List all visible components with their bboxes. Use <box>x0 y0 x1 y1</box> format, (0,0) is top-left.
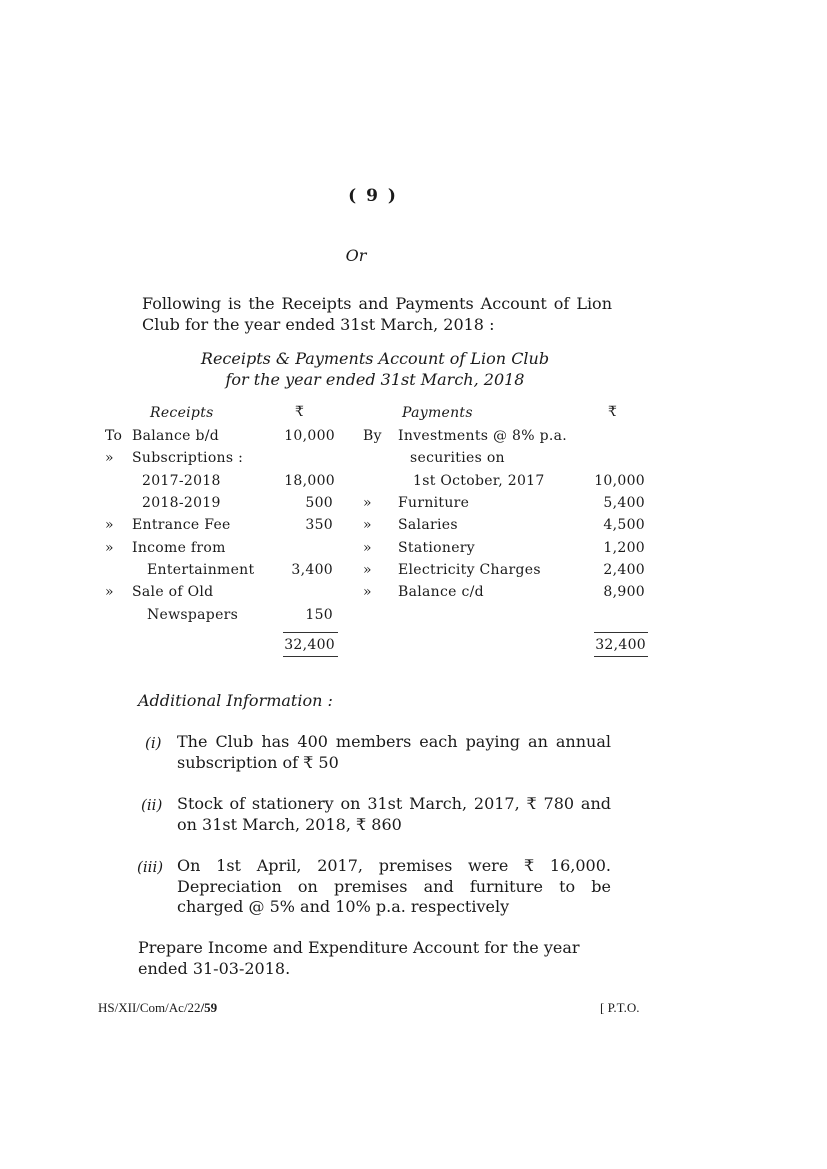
item-text: On 1st April, 2017, premises were ₹ 16,000. Depreciation on premises and furniture to be charged @ 5% and 10% p.a. respectively <box>177 856 611 916</box>
receipt-sublabel: 2017-2018 <box>142 473 221 489</box>
account-title-line1: Receipts & Payments Account of Lion Club <box>200 349 550 368</box>
receipt-label: Income from <box>132 540 226 556</box>
receipt-amount: 500 <box>305 495 333 511</box>
paper-code-prefix: HS/XII/Com/Ac/22 <box>98 1000 201 1015</box>
receipt-label: Entertainment <box>147 562 255 578</box>
payment-prefix: » <box>363 540 372 556</box>
payments-total: 32,400 <box>595 637 646 653</box>
receipt-amount: 18,000 <box>284 473 335 489</box>
payment-prefix: By <box>363 428 382 444</box>
receipt-sublabel: 2018-2019 <box>142 495 221 511</box>
receipt-label: Newspapers <box>147 607 239 623</box>
receipt-amount: 350 <box>305 517 333 533</box>
additional-info-heading: Additional Information : <box>138 691 333 710</box>
payment-label: Balance c/d <box>398 584 484 600</box>
paper-code <box>98 1000 217 1016</box>
receipt-label: Entrance Fee <box>132 517 231 533</box>
item-number: (i) <box>145 734 162 752</box>
payment-prefix: » <box>363 495 372 511</box>
payment-prefix: » <box>363 562 372 578</box>
total-rule <box>594 656 648 657</box>
payment-amount: 4,500 <box>603 517 645 533</box>
receipt-label: Subscriptions : <box>132 450 244 466</box>
rupee-icon: ₹ <box>295 404 305 420</box>
payments-header: Payments <box>402 405 473 421</box>
payment-label: Investments @ 8% p.a. <box>398 428 568 444</box>
payment-amount: 1,200 <box>603 540 645 556</box>
payment-label: securities on <box>410 450 505 466</box>
receipt-prefix: » <box>105 517 114 533</box>
receipts-total: 32,400 <box>284 637 335 653</box>
payment-prefix: » <box>363 584 372 600</box>
rupee-icon: ₹ <box>608 404 618 420</box>
pto-marker: [ P.T.O. <box>600 1000 640 1015</box>
payment-amount: 10,000 <box>594 473 645 489</box>
receipt-amount: 150 <box>305 607 333 623</box>
page-number: ( 9 ) <box>348 186 398 206</box>
item-number: (iii) <box>137 858 164 876</box>
receipt-label: Balance b/d <box>132 428 219 444</box>
payment-label: Stationery <box>398 540 475 556</box>
total-rule <box>594 632 648 633</box>
total-rule <box>283 632 338 633</box>
paper-code-suffix: /59 <box>200 1000 218 1015</box>
payment-label: Salaries <box>398 517 458 533</box>
receipts-header: Receipts <box>150 405 214 421</box>
receipt-prefix: » <box>105 540 114 556</box>
question-intro: Following is the Receipts and Payments Account of Lion Club for the year ended 31st March, 2018 : <box>142 294 612 334</box>
payment-label: Furniture <box>398 495 470 511</box>
payment-label: Electricity Charges <box>398 562 541 578</box>
receipt-prefix: » <box>105 450 114 466</box>
payment-amount: 2,400 <box>603 562 645 578</box>
item-number: (ii) <box>141 796 163 814</box>
receipt-prefix: » <box>105 584 114 600</box>
payment-amount: 8,900 <box>603 584 645 600</box>
receipt-amount: 10,000 <box>284 428 335 444</box>
payment-label: 1st October, 2017 <box>413 473 545 489</box>
item-text: The Club has 400 members each paying an annual subscription of ₹ 50 <box>177 732 611 772</box>
payment-amount: 5,400 <box>603 495 645 511</box>
receipt-prefix: To <box>105 428 123 444</box>
payment-prefix: » <box>363 517 372 533</box>
total-rule <box>283 656 338 657</box>
or-separator: Or <box>345 246 367 265</box>
receipt-label: Sale of Old <box>132 584 214 600</box>
account-title-line2: for the year ended 31st March, 2018 <box>225 370 525 389</box>
item-text: Stock of stationery on 31st March, 2017, ₹ 780 and on 31st March, 2018, ₹ 860 <box>177 794 611 834</box>
question-instruction: Prepare Income and Expenditure Account for the year ended 31-03-2018. <box>138 938 580 978</box>
receipt-amount: 3,400 <box>291 562 333 578</box>
